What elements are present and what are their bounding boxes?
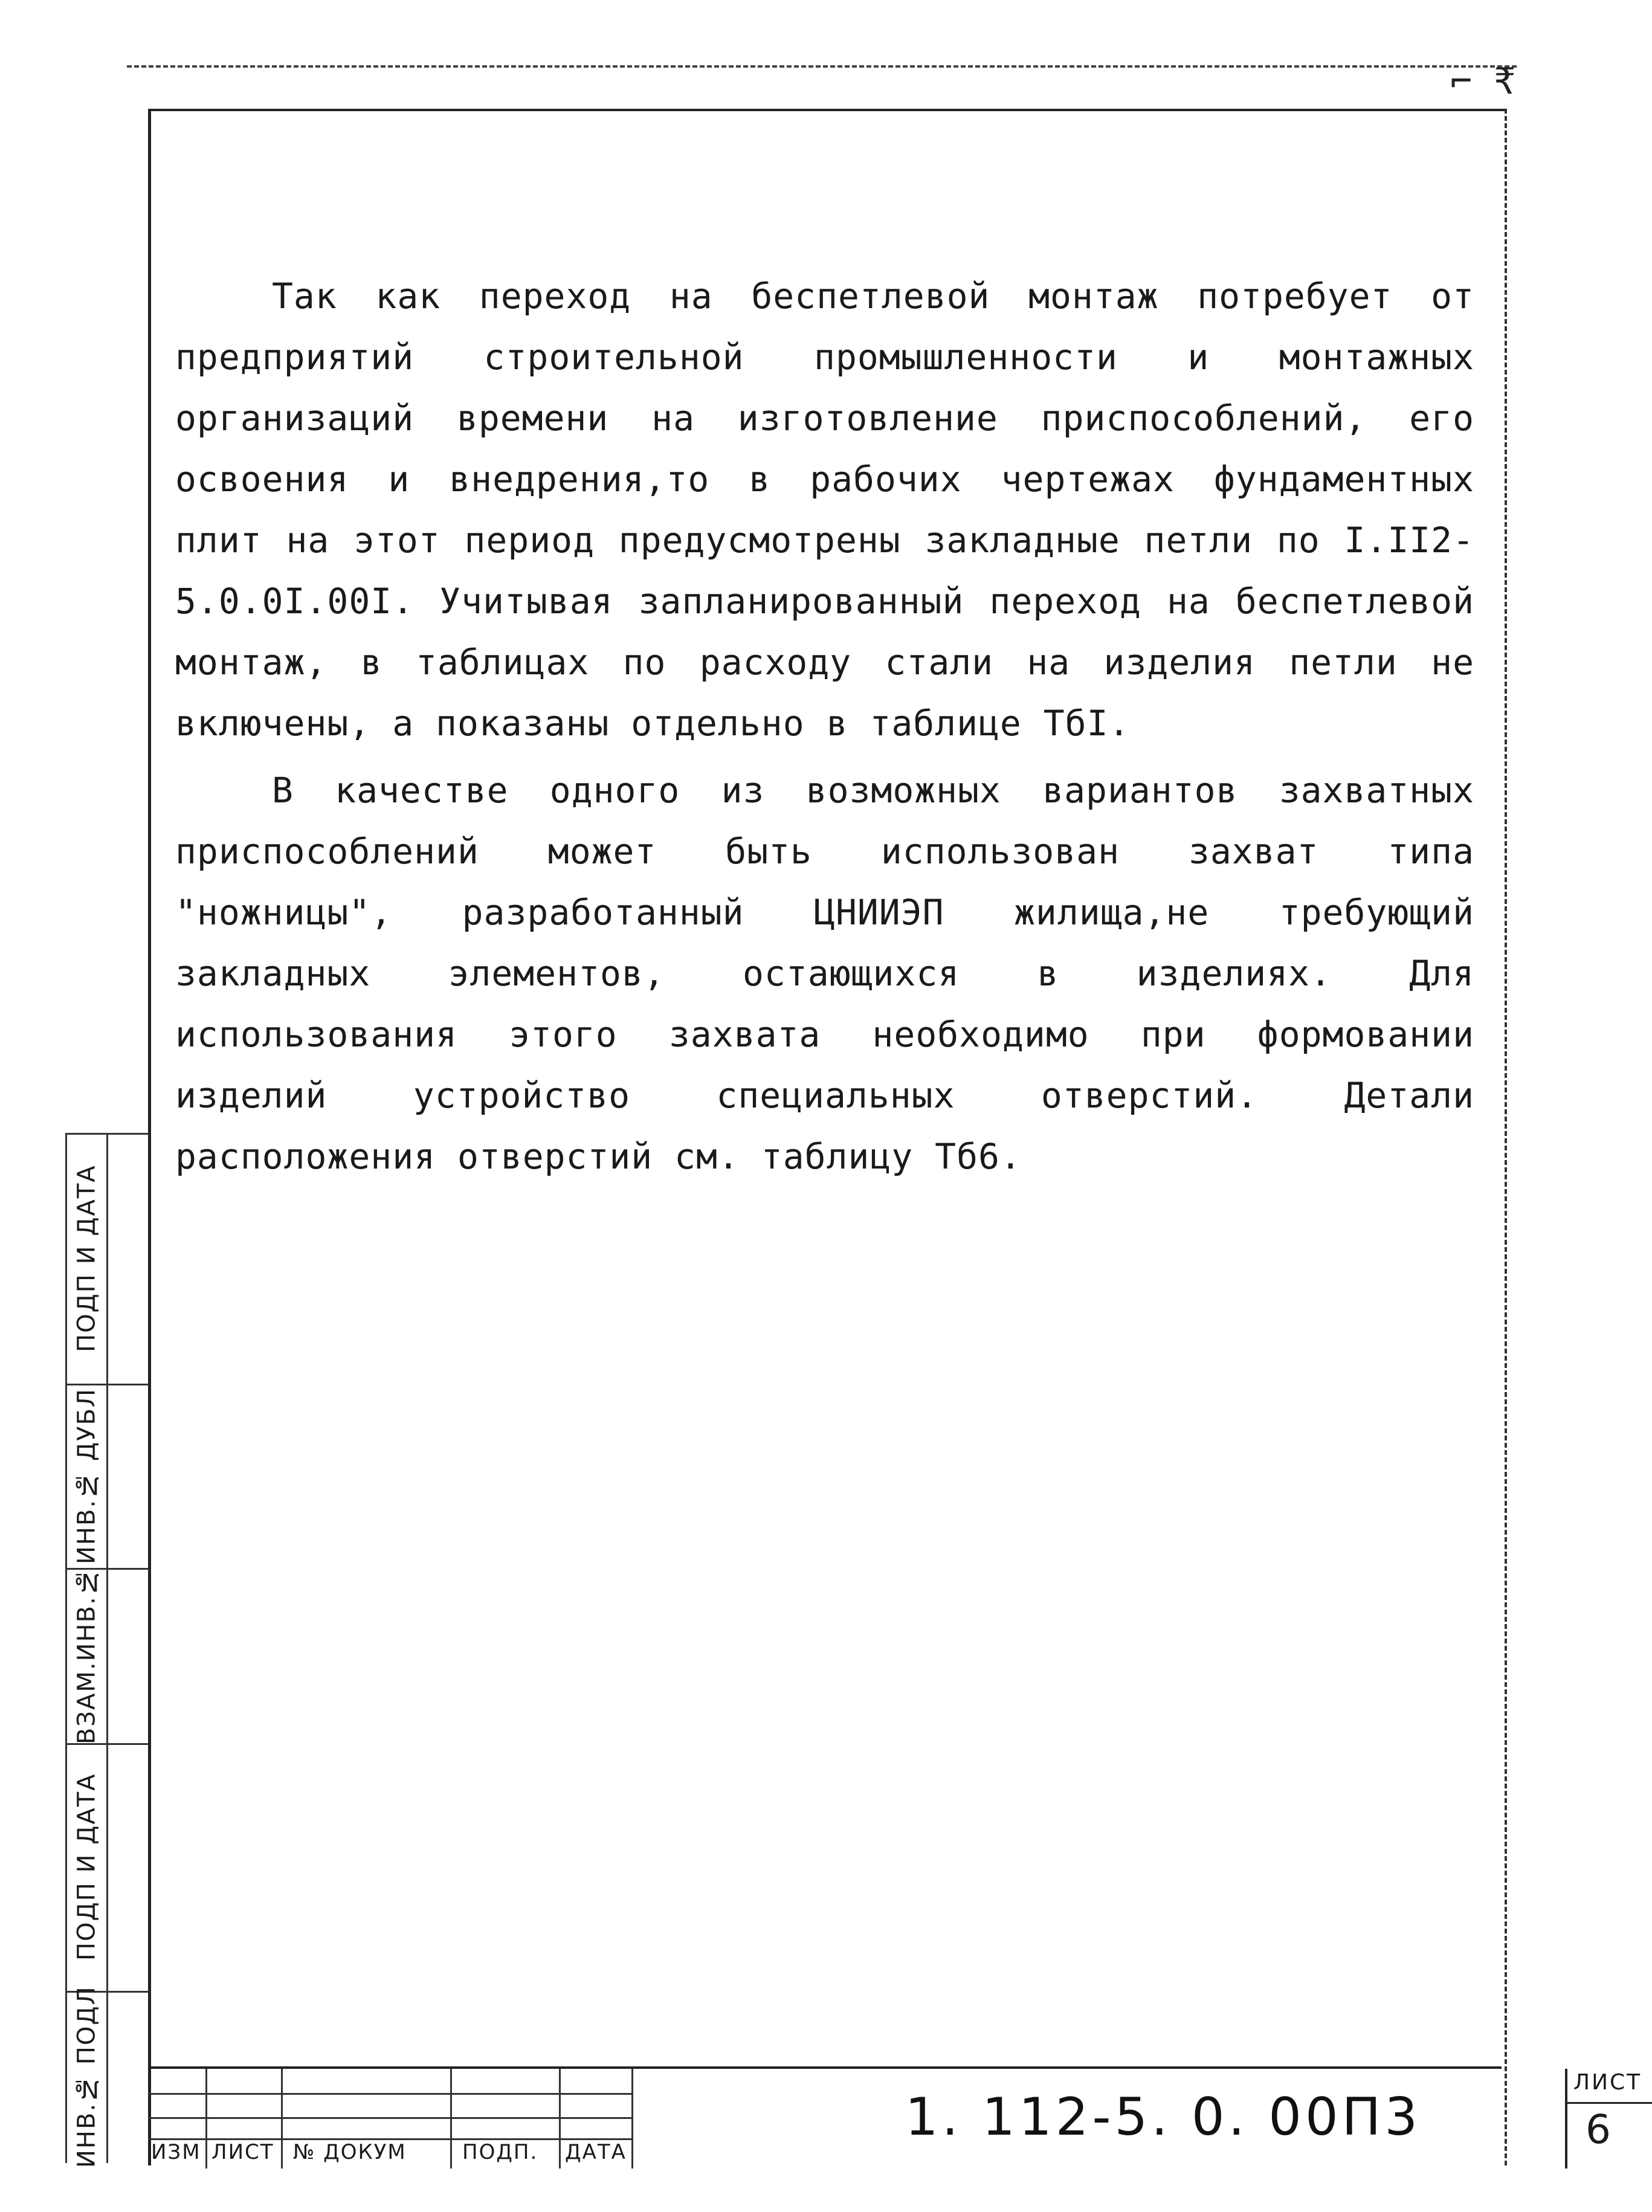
side-label-orig-inv: ИНВ.№ ПОДЛ: [73, 1985, 101, 2168]
sheet-cell: [1565, 2069, 1652, 2168]
document-code: 1. 112-5. 0. 00П3: [905, 2087, 1422, 2147]
corner-mark: ⌐ ₹: [1450, 60, 1516, 103]
side-stamp-column: [65, 1133, 146, 2168]
side-label-sign-date-2: ПОДП И ДАТА: [73, 1773, 101, 1961]
paragraph-grips: В качестве одного из возможных вариантов захватных приспособлений может быть использован захват типа "ножницы", разработанный ЦНИИЭП жилища,не требующий закладных элементов, остающихся в изделиях. Для использования этого захвата необходимо при формовании изделий устройство специальных отверстий. Детали расположения отверстий см. таблицу Тб6.: [175, 770, 1474, 1177]
paragraph-loops: Так как переход на беспетлевой монтаж потребует от предприятий строительной промышленности и монтажных организаций времени на изготовление приспособлений, его освоения и внедрения,то в рабочих чертежах фундаментных плит на этот период предусмотрены закладные петли по I.II2-5.0.0I.00I. Учитывая запланированный переход на беспетлевой монтаж, в таблицах по расходу стали на изделия петли не включены, а показаны отдельно в таблице ТбI.: [175, 276, 1474, 744]
side-label-replace-inv: ВЗАМ.ИНВ.№: [73, 1567, 101, 1744]
side-stamp-inner-line: [106, 1133, 108, 2163]
sheet-separator: [1567, 2102, 1652, 2104]
top-border-dashes: [127, 65, 1517, 68]
side-label-dup-inv: ИНВ.№ ДУБЛ: [73, 1387, 101, 1564]
sheet-label: ЛИСТ: [1573, 2070, 1642, 2095]
title-block-col-line: [205, 2069, 207, 2168]
column-header-date: ДАТА: [565, 2140, 627, 2164]
title-block-col-line: [450, 2069, 452, 2168]
title-block: [148, 2066, 1642, 2168]
column-header-sheet: ЛИСТ: [211, 2140, 274, 2164]
title-block-col-line: [631, 2069, 633, 2168]
sheet-number: 6: [1586, 2106, 1611, 2153]
column-header-signature: ПОДП.: [462, 2140, 538, 2164]
column-header-doc-number: № ДОКУМ: [293, 2140, 407, 2164]
title-block-col-line: [281, 2069, 283, 2168]
title-block-col-line: [559, 2069, 561, 2168]
side-label-sign-date-1: ПОДП И ДАТА: [73, 1164, 101, 1352]
column-header-change: ИЗМ: [151, 2140, 201, 2164]
explanatory-note-text: [175, 266, 1474, 1187]
